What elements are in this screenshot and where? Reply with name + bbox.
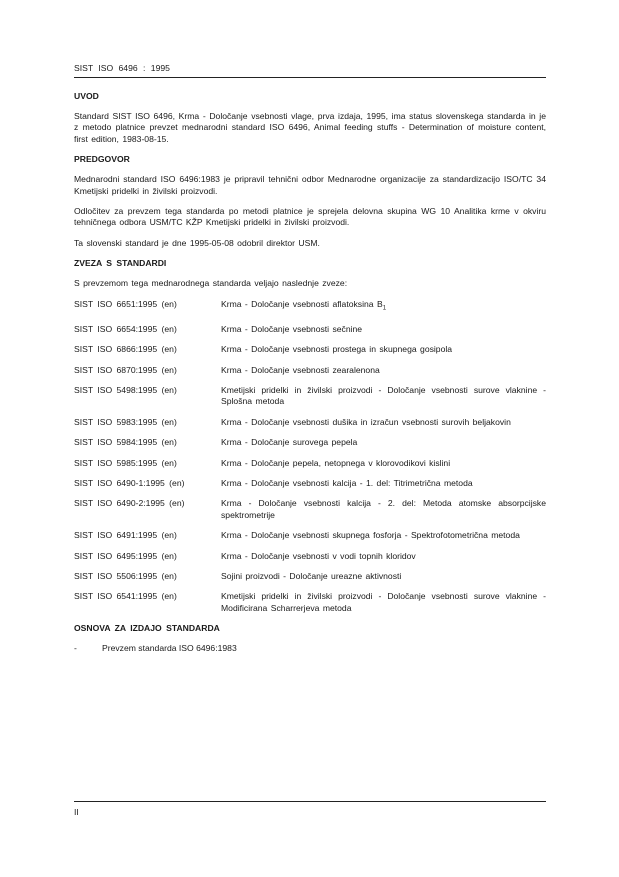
standard-title: Krma - Določanje vsebnosti zearalenona bbox=[221, 364, 380, 375]
standard-title: Krma - Določanje vsebnosti dušika in izračun vsebnosti surovih beljakovin bbox=[221, 416, 511, 427]
standard-row bbox=[74, 417, 546, 428]
predgovor-paragraph-2: Odločitev za prevzem tega standarda po metodi platnice je sprejela delovna skupina WG 10 Analitika krme v okviru tehničnega odbora USM/TC KŽP Kmetijski pridelki in živilski proizvodi. bbox=[74, 206, 546, 228]
bullet-dash: - bbox=[74, 643, 77, 654]
standard-row bbox=[74, 324, 546, 335]
standard-title: Kmetijski pridelki in živilski proizvodi - Določanje vsebnosti surove vlaknine - Splošna metoda bbox=[221, 385, 546, 407]
zveza-intro: S prevzemom tega mednarodnega standarda veljajo naslednje zveze: bbox=[74, 278, 348, 289]
heading-predgovor: PREDGOVOR bbox=[74, 154, 130, 165]
standard-row bbox=[74, 551, 546, 562]
standard-title: Krma - Določanje vsebnosti v vodi topnih kloridov bbox=[221, 550, 416, 561]
standard-code: SIST ISO 5498:1995 (en) bbox=[74, 385, 177, 395]
bullet-text: Prevzem standarda ISO 6496:1983 bbox=[102, 643, 237, 654]
standard-row bbox=[74, 299, 546, 315]
standard-title: Kmetijski pridelki in živilski proizvodi - Določanje vsebnosti surove vlaknine - Modificirana Scharrerjeva metoda bbox=[221, 591, 546, 613]
heading-osnova: OSNOVA ZA IZDAJO STANDARDA bbox=[74, 623, 220, 634]
running-header: SIST ISO 6496 : 1995 bbox=[74, 63, 170, 73]
standard-code: SIST ISO 6654:1995 (en) bbox=[74, 323, 177, 334]
standard-title: Krma - Določanje vsebnosti skupnega fosforja - Spektrofotometrična metoda bbox=[221, 530, 520, 541]
heading-zveza: ZVEZA S STANDARDI bbox=[74, 258, 167, 269]
standard-title: Sojini proizvodi - Določanje ureazne aktivnosti bbox=[221, 571, 402, 582]
standard-code: SIST ISO 5506:1995 (en) bbox=[74, 571, 177, 582]
standard-code: SIST ISO 5984:1995 (en) bbox=[74, 437, 177, 448]
standard-code: SIST ISO 6866:1995 (en) bbox=[74, 344, 177, 355]
standard-row bbox=[74, 591, 546, 614]
standard-title: Krma - Določanje vsebnosti kalcija - 1. del: Titrimetrična metoda bbox=[221, 478, 473, 489]
standard-row bbox=[74, 571, 546, 582]
predgovor-paragraph-3: Ta slovenski standard je dne 1995-05-08 odobril direktor USM. bbox=[74, 237, 320, 248]
standard-code: SIST ISO 6495:1995 (en) bbox=[74, 550, 177, 561]
standard-code: SIST ISO 6490-2:1995 (en) bbox=[74, 498, 185, 509]
header-rule bbox=[74, 77, 546, 78]
page-number: II bbox=[74, 807, 79, 817]
standard-row bbox=[74, 437, 546, 448]
standard-row bbox=[74, 478, 546, 489]
uvod-text: Standard SIST ISO 6496, Krma - Določanje vsebnosti vlage, prva izdaja, 1995, ima status slovenskega standarda in je z metodo platnice prevzet mednarodni standard ISO 6496, Animal feeding stuffs - Determination of moisture content, first edition, 1983-08-15. bbox=[74, 111, 546, 144]
standard-title: Krma - Določanje vsebnosti sečnine bbox=[221, 323, 363, 334]
standard-title: Krma - Določanje vsebnosti aflatoksina $B_1$ bbox=[221, 298, 387, 312]
standard-row bbox=[74, 458, 546, 469]
standard-title: Krma - Določanje vsebnosti prostega in skupnega gosipola bbox=[221, 344, 453, 355]
standard-code: SIST ISO 6491:1995 (en) bbox=[74, 530, 177, 541]
standard-code: SIST ISO 5985:1995 (en) bbox=[74, 457, 177, 468]
standard-title: Krma - Določanje vsebnosti kalcija - 2. del: Metoda atomske absorpcijske spektrometrije bbox=[221, 498, 546, 520]
heading-uvod: UVOD bbox=[74, 91, 99, 101]
standard-title: Krma - Določanje surovega pepela bbox=[221, 437, 358, 448]
standard-row bbox=[74, 385, 546, 408]
standard-row bbox=[74, 344, 546, 355]
standard-row bbox=[74, 498, 546, 521]
footer-rule bbox=[74, 801, 546, 802]
document-body bbox=[74, 91, 546, 655]
standard-code: SIST ISO 6490-1:1995 (en) bbox=[74, 478, 185, 489]
standard-code: SIST ISO 6541:1995 (en) bbox=[74, 591, 177, 602]
standard-code: SIST ISO 6870:1995 (en) bbox=[74, 364, 177, 375]
standard-title: Krma - Določanje pepela, netopnega v klorovodikovi kislini bbox=[221, 457, 451, 468]
bullet-item bbox=[74, 643, 546, 654]
standard-row bbox=[74, 365, 546, 376]
standard-code: SIST ISO 5983:1995 (en) bbox=[74, 416, 177, 427]
standard-row bbox=[74, 530, 546, 541]
standard-code: SIST ISO 6651:1995 (en) bbox=[74, 298, 177, 309]
predgovor-paragraph-1: Mednarodni standard ISO 6496:1983 je pripravil tehnični odbor Mednarodne organizacije za standardizacijo ISO/TC 34 Kmetijski pridelki in živilski proizvodi. bbox=[74, 174, 546, 196]
